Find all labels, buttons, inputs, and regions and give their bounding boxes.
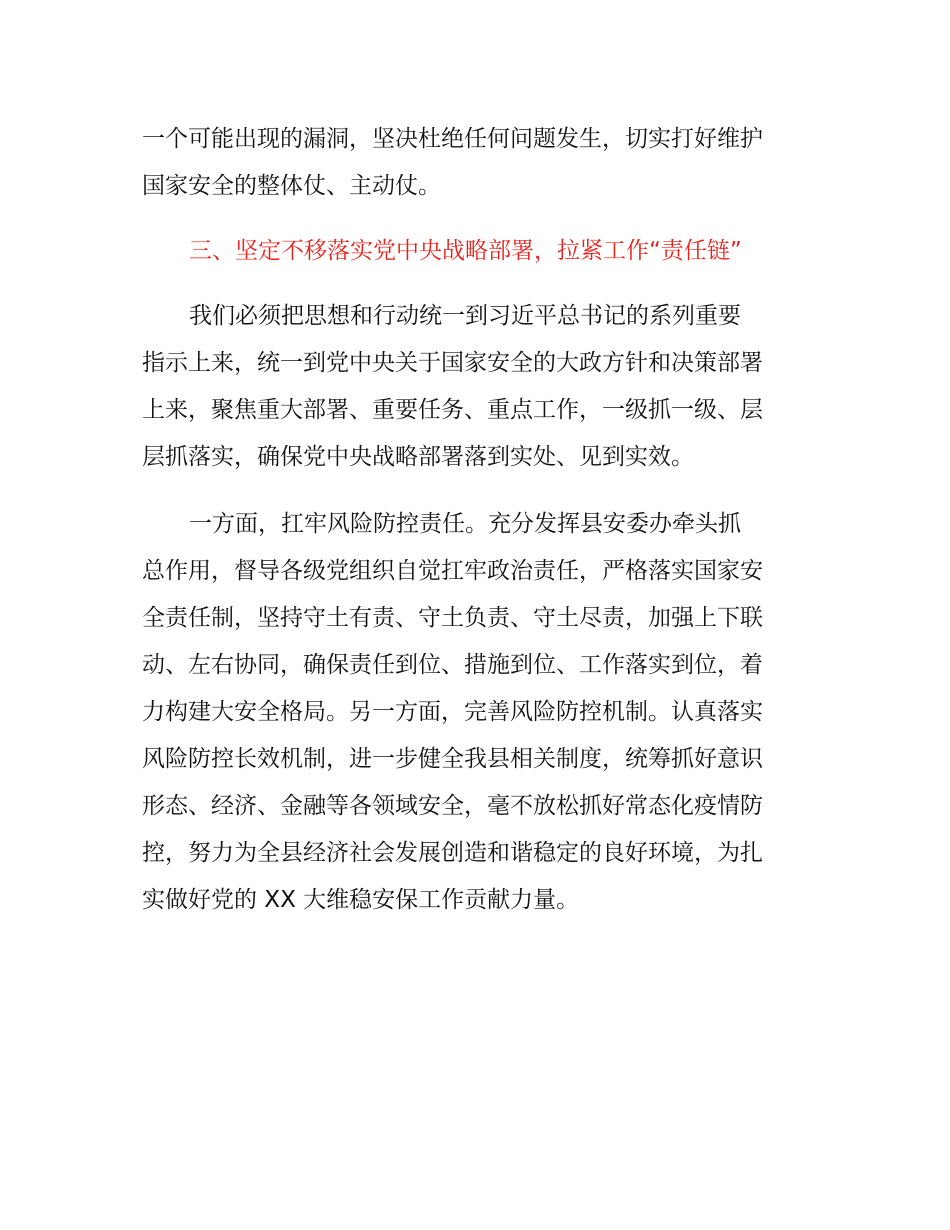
text-line: 形态、经济、金融等各领域安全，毫不放松抓好常态化疫情防	[142, 793, 763, 819]
text-line: 全责任制，坚持守土有责、守土负责、守土尽责，加强上下联	[142, 605, 763, 631]
text-line: 控，努力为全县经济社会发展创造和谐稳定的良好环境，为扎	[142, 840, 763, 866]
text-line: 国家安全的整体仗、主动仗。	[142, 173, 441, 199]
text-line: 一方面，扛牢风险防控责任。充分发挥县安委办牵头抓	[189, 511, 741, 537]
text-line: 上来，聚焦重大部署、重要任务、重点工作，一级抓一级、层	[142, 397, 763, 423]
text-line: 风险防控长效机制，进一步健全我县相关制度，统筹抓好意识	[142, 746, 763, 772]
paragraph-risk-control	[142, 501, 810, 924]
text-line: 指示上来，统一到党中央关于国家安全的大政方针和决策部署	[142, 350, 763, 376]
section-heading: 三、坚定不移落实党中央战略部署，拉紧工作“责任链”	[189, 238, 742, 264]
text-line: 我们必须把思想和行动统一到习近平总书记的系列重要	[189, 303, 741, 329]
paragraph-continuation	[142, 116, 810, 210]
text-line: 总作用，督导各级党组织自觉扛牢政治责任，严格落实国家安	[142, 558, 763, 584]
text-line: 力构建大安全格局。另一方面，完善风险防控机制。认真落实	[142, 699, 763, 725]
text-line: 实做好党的 XX 大维稳安保工作贡献力量。	[142, 887, 580, 913]
text-line: 层抓落实，确保党中央战略部署落到实处、见到实效。	[142, 444, 694, 470]
paragraph-unified-thinking	[142, 293, 810, 481]
text-line: 一个可能出现的漏洞，坚决杜绝任何问题发生，切实打好维护	[142, 126, 763, 152]
text-line: 动、左右协同，确保责任到位、措施到位、工作落实到位，着	[142, 652, 763, 678]
document-body	[142, 116, 810, 924]
